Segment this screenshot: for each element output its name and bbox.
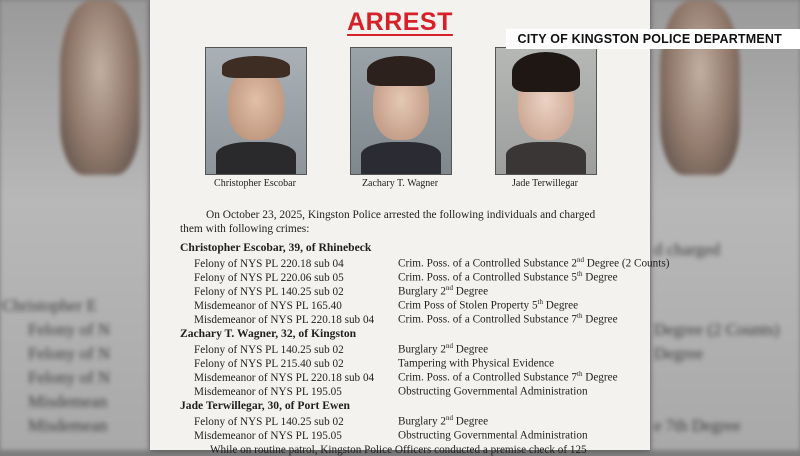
background-text: Degree (2 Counts): [654, 320, 780, 339]
background-text: Misdemean: [28, 392, 108, 411]
background-left: [0, 0, 150, 450]
charge-line: Felony of NYS PL 220.18 sub 04 Crim. Poss. of a Controlled Substance 2nd Degree (2 Counts): [194, 256, 670, 270]
person-header: Christopher Escobar, 39, of Rhinebeck: [180, 241, 372, 254]
charge-line: Misdemeanor of NYS PL 220.18 sub 04 Crim. Poss. of a Controlled Substance 7th Degree: [194, 312, 618, 326]
source-banner: CITY OF KINGSTON POLICE DEPARTMENT: [506, 29, 800, 49]
mugshot-photo: [350, 47, 452, 175]
person-header: Jade Terwillegar, 30, of Port Ewen: [180, 399, 350, 412]
cutoff-paragraph: While on routine patrol, Kingston Police Officers conducted a premise check of 125: [210, 444, 587, 456]
background-text: Felony of N: [28, 344, 111, 363]
charge-line: Felony of NYS PL 220.06 sub 05 Crim. Poss. of a Controlled Substance 5th Degree: [194, 270, 618, 284]
background-text: Degree: [654, 344, 704, 363]
charge-line: Misdemeanor of NYS PL 220.18 sub 04 Crim. Poss. of a Controlled Substance 7th Degree: [194, 370, 618, 384]
background-text: e 7th Degree: [654, 416, 741, 435]
background-text: Felony of N: [28, 368, 111, 387]
background-face: [60, 0, 140, 175]
mugshot-caption: Jade Terwillegar: [511, 178, 579, 189]
document-title: ARREST: [347, 8, 453, 36]
background-text: Misdemean: [28, 416, 108, 435]
person-header: Zachary T. Wagner, 32, of Kingston: [180, 327, 357, 340]
background-text: Christopher E: [2, 296, 97, 315]
mugshot-photo: [495, 47, 597, 175]
charge-line: Felony of NYS PL 140.25 sub 02 Burglary 2nd Degree: [194, 414, 489, 428]
mugshot-photo: [205, 47, 307, 175]
background-right: [650, 0, 800, 450]
intro-paragraph: On October 23, 2025, Kingston Police arrested the following individuals and charged them with following crimes:: [180, 209, 596, 235]
charge-line: Misdemeanor of NYS PL 195.05 Obstructing Governmental Administration: [194, 429, 588, 442]
mugshot-caption: Christopher Escobar: [214, 178, 296, 189]
background-text: Felony of N: [28, 320, 111, 339]
background-face: [660, 0, 740, 175]
arrest-document: [150, 0, 670, 456]
charge-line: Felony of NYS PL 140.25 sub 02 Burglary 2nd Degree: [194, 284, 489, 298]
charge-line: Felony of NYS PL 215.40 sub 02 Tampering with Physical Evidence: [194, 357, 555, 370]
charge-line: Misdemeanor of NYS PL 195.05 Obstructing Governmental Administration: [194, 385, 588, 398]
background-text: d charged: [654, 240, 721, 259]
charge-line: Felony of NYS PL 140.25 sub 02 Burglary 2nd Degree: [194, 342, 489, 356]
mugshot-caption: Zachary T. Wagner: [361, 178, 439, 189]
charge-line: Misdemeanor of NYS PL 165.40 Crim Poss of Stolen Property 5th Degree: [194, 298, 579, 312]
